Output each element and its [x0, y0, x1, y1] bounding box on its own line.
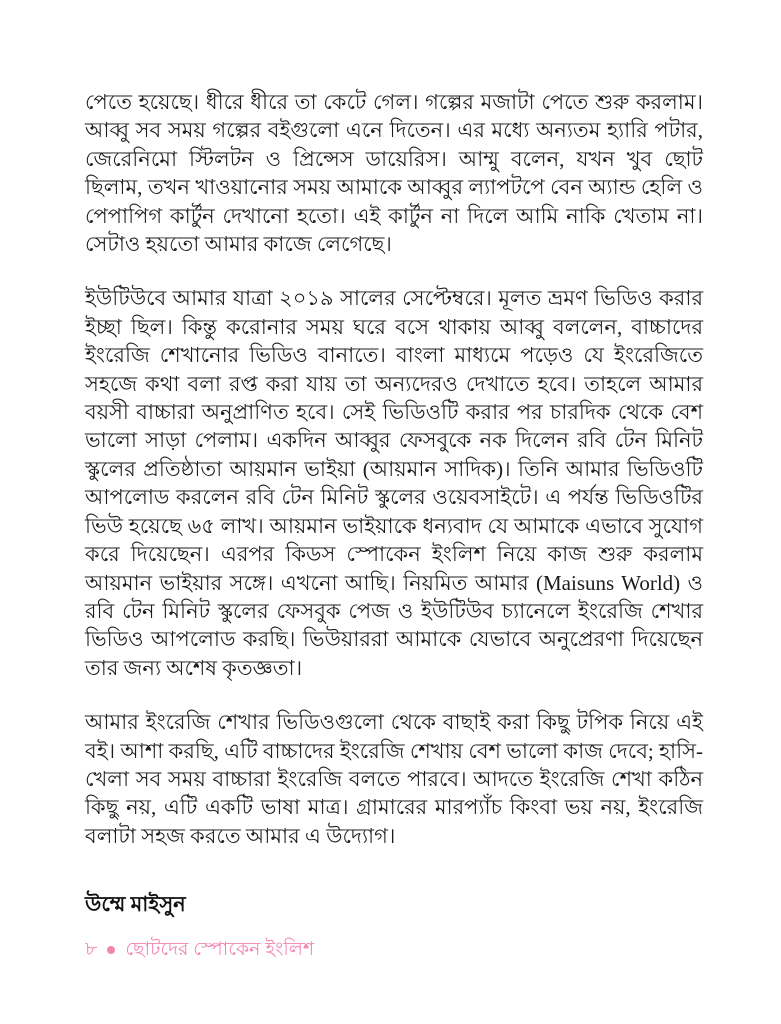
page-footer	[85, 938, 314, 962]
paragraph-1: পেতে হয়েছে। ধীরে ধীরে তা কেটে গেল। গল্পের মজাটা পেতে শুরু করলাম। আব্বু সব সময় গল্পের বইগুলো এনে দিতেন। এর মধ্যে অন্যতম হ্যারি পটার, জেরেনিমো স্টিলটন ও প্রিন্সেস ডায়েরিস। আম্মু বলেন, যখন খুব ছোট ছিলাম, তখন খাওয়ানোর সময় আমাকে আব্বুর ল্যাপটপে বেন অ্যান্ড হেলি ও পেপাপিগ কার্টুন দেখানো হতো। এই কার্টুন না দিলে আমি নাকি খেতাম না। সেটাও হয়তো আমার কাজে লেগেছে।	[85, 90, 703, 257]
paragraph-2: ইউটিউবে আমার যাত্রা ২০১৯ সালের সেপ্টেম্বরে। মূলত ভ্রমণ ভিডিও করার ইচ্ছা ছিল। কিন্তু করোনার সময় ঘরে বসে থাকায় আব্বু বললেন, বাচ্চাদের ইংরেজি শেখানোর ভিডিও বানাতে। বাংলা মাধ্যমে পড়েও যে ইংরেজিতে সহজে কথা বলা রপ্ত করা যায় তা অন্যদেরও দেখাতে হবে। তাহলে আমার বয়সী বাচ্চারা অনুপ্রাণিত হবে। সেই ভিডিওটি করার পর চারদিক থেকে বেশ ভালো সাড়া পেলাম। একদিন আব্বুর ফেসবুকে নক দিলেন রবি টেন মিনিট স্কুলের প্রতিষ্ঠাতা আয়মান ভাইয়া (আয়মান সাদিক)। তিনি আমার ভিডিওটি আপলোড করলেন রবি টেন মিনিট স্কুলের ওয়েবসাইটে। এ পর্যন্ত ভিডিওটির ভিউ হয়েছে ৬৫ লাখ। আয়মান ভাইয়াকে ধন্যবাদ যে আমাকে এভাবে সুযোগ করে দিয়েছেন। এরপর কিডস স্পোকেন ইংলিশ নিয়ে কাজ শুরু করলাম আয়মান ভাইয়ার সঙ্গে। এখনো আছি। নিয়মিত আমার (Maisuns World) ও রবি টেন মিনিট স্কুলের ফেসবুক পেজ ও ইউটিউব চ্যানেলে ইংরেজি শেখার ভিডিও আপলোড করছি। ভিউয়াররা আমাকে যেভাবে অনুপ্রেরণা দিয়েছেন তার জন্য অশেষ কৃতজ্ঞতা।	[85, 286, 703, 680]
page-body-text	[85, 88, 703, 923]
paragraph-3: আমার ইংরেজি শেখার ভিডিওগুলো থেকে বাছাই করা কিছু টপিক নিয়ে এই বই। আশা করছি, এটি বাচ্চাদের ইংরেজি শেখায় বেশ ভালো কাজ দেবে; হাসি-খেলা সব সময় বাচ্চারা ইংরেজি বলতে পারবে। আদতে ইংরেজি শেখা কঠিন কিছু নয়, এটি একটি ভাষা মাত্র। গ্রামারের মারপ্যাঁচ কিংবা ভয় নয়, ইংরেজি বলাটা সহজ করতে আমার এ উদ্যোগ।	[85, 710, 703, 848]
bullet-icon	[107, 946, 115, 954]
author-signature: উম্মে মাইসুন	[85, 892, 186, 917]
page-number: ৮	[85, 939, 98, 960]
footer-book-title: ছোটদের স্পোকেন ইংলিশ	[125, 939, 315, 960]
